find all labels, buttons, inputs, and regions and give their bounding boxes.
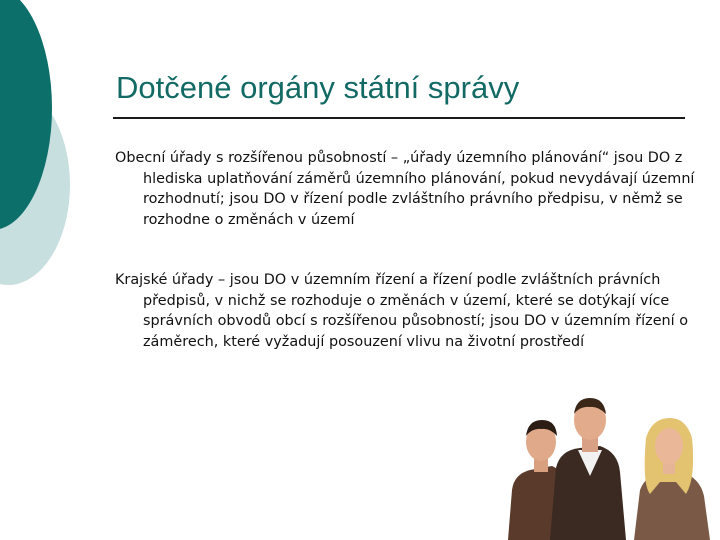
person-right xyxy=(634,418,710,540)
decorative-circles xyxy=(0,0,120,300)
paragraph-term: Obecní úřady s rozšířenou působností xyxy=(115,150,387,166)
slide-title: Dotčené orgány státní správy xyxy=(116,70,520,105)
title-underline xyxy=(113,117,685,119)
paragraph-regional-offices xyxy=(115,270,718,352)
photo-three-people xyxy=(500,398,720,540)
paragraph-text: – „úřady územního plánování“ jsou DO z hlediska uplatňování záměrů územního plánování, pokud nevydávají územní rozhodnutí; jsou DO v řízení podle zvláštního právního předpisu, v němž se rozhodne o změnách v území xyxy=(143,150,695,228)
paragraph-municipal-offices xyxy=(115,148,718,230)
paragraph-text: – jsou DO v územním řízení a řízení podle zvláštních právních předpisů, v nichž se rozhoduje o změnách v území, které se dotýkají více správních obvodů obcí s rozšířenou působností; jsou DO v územním řízení o záměrech, které vyžadují posouzení vlivu na životní prostředí xyxy=(143,272,689,350)
person-middle xyxy=(550,398,626,540)
paragraph-term: Krajské úřady xyxy=(115,272,214,288)
